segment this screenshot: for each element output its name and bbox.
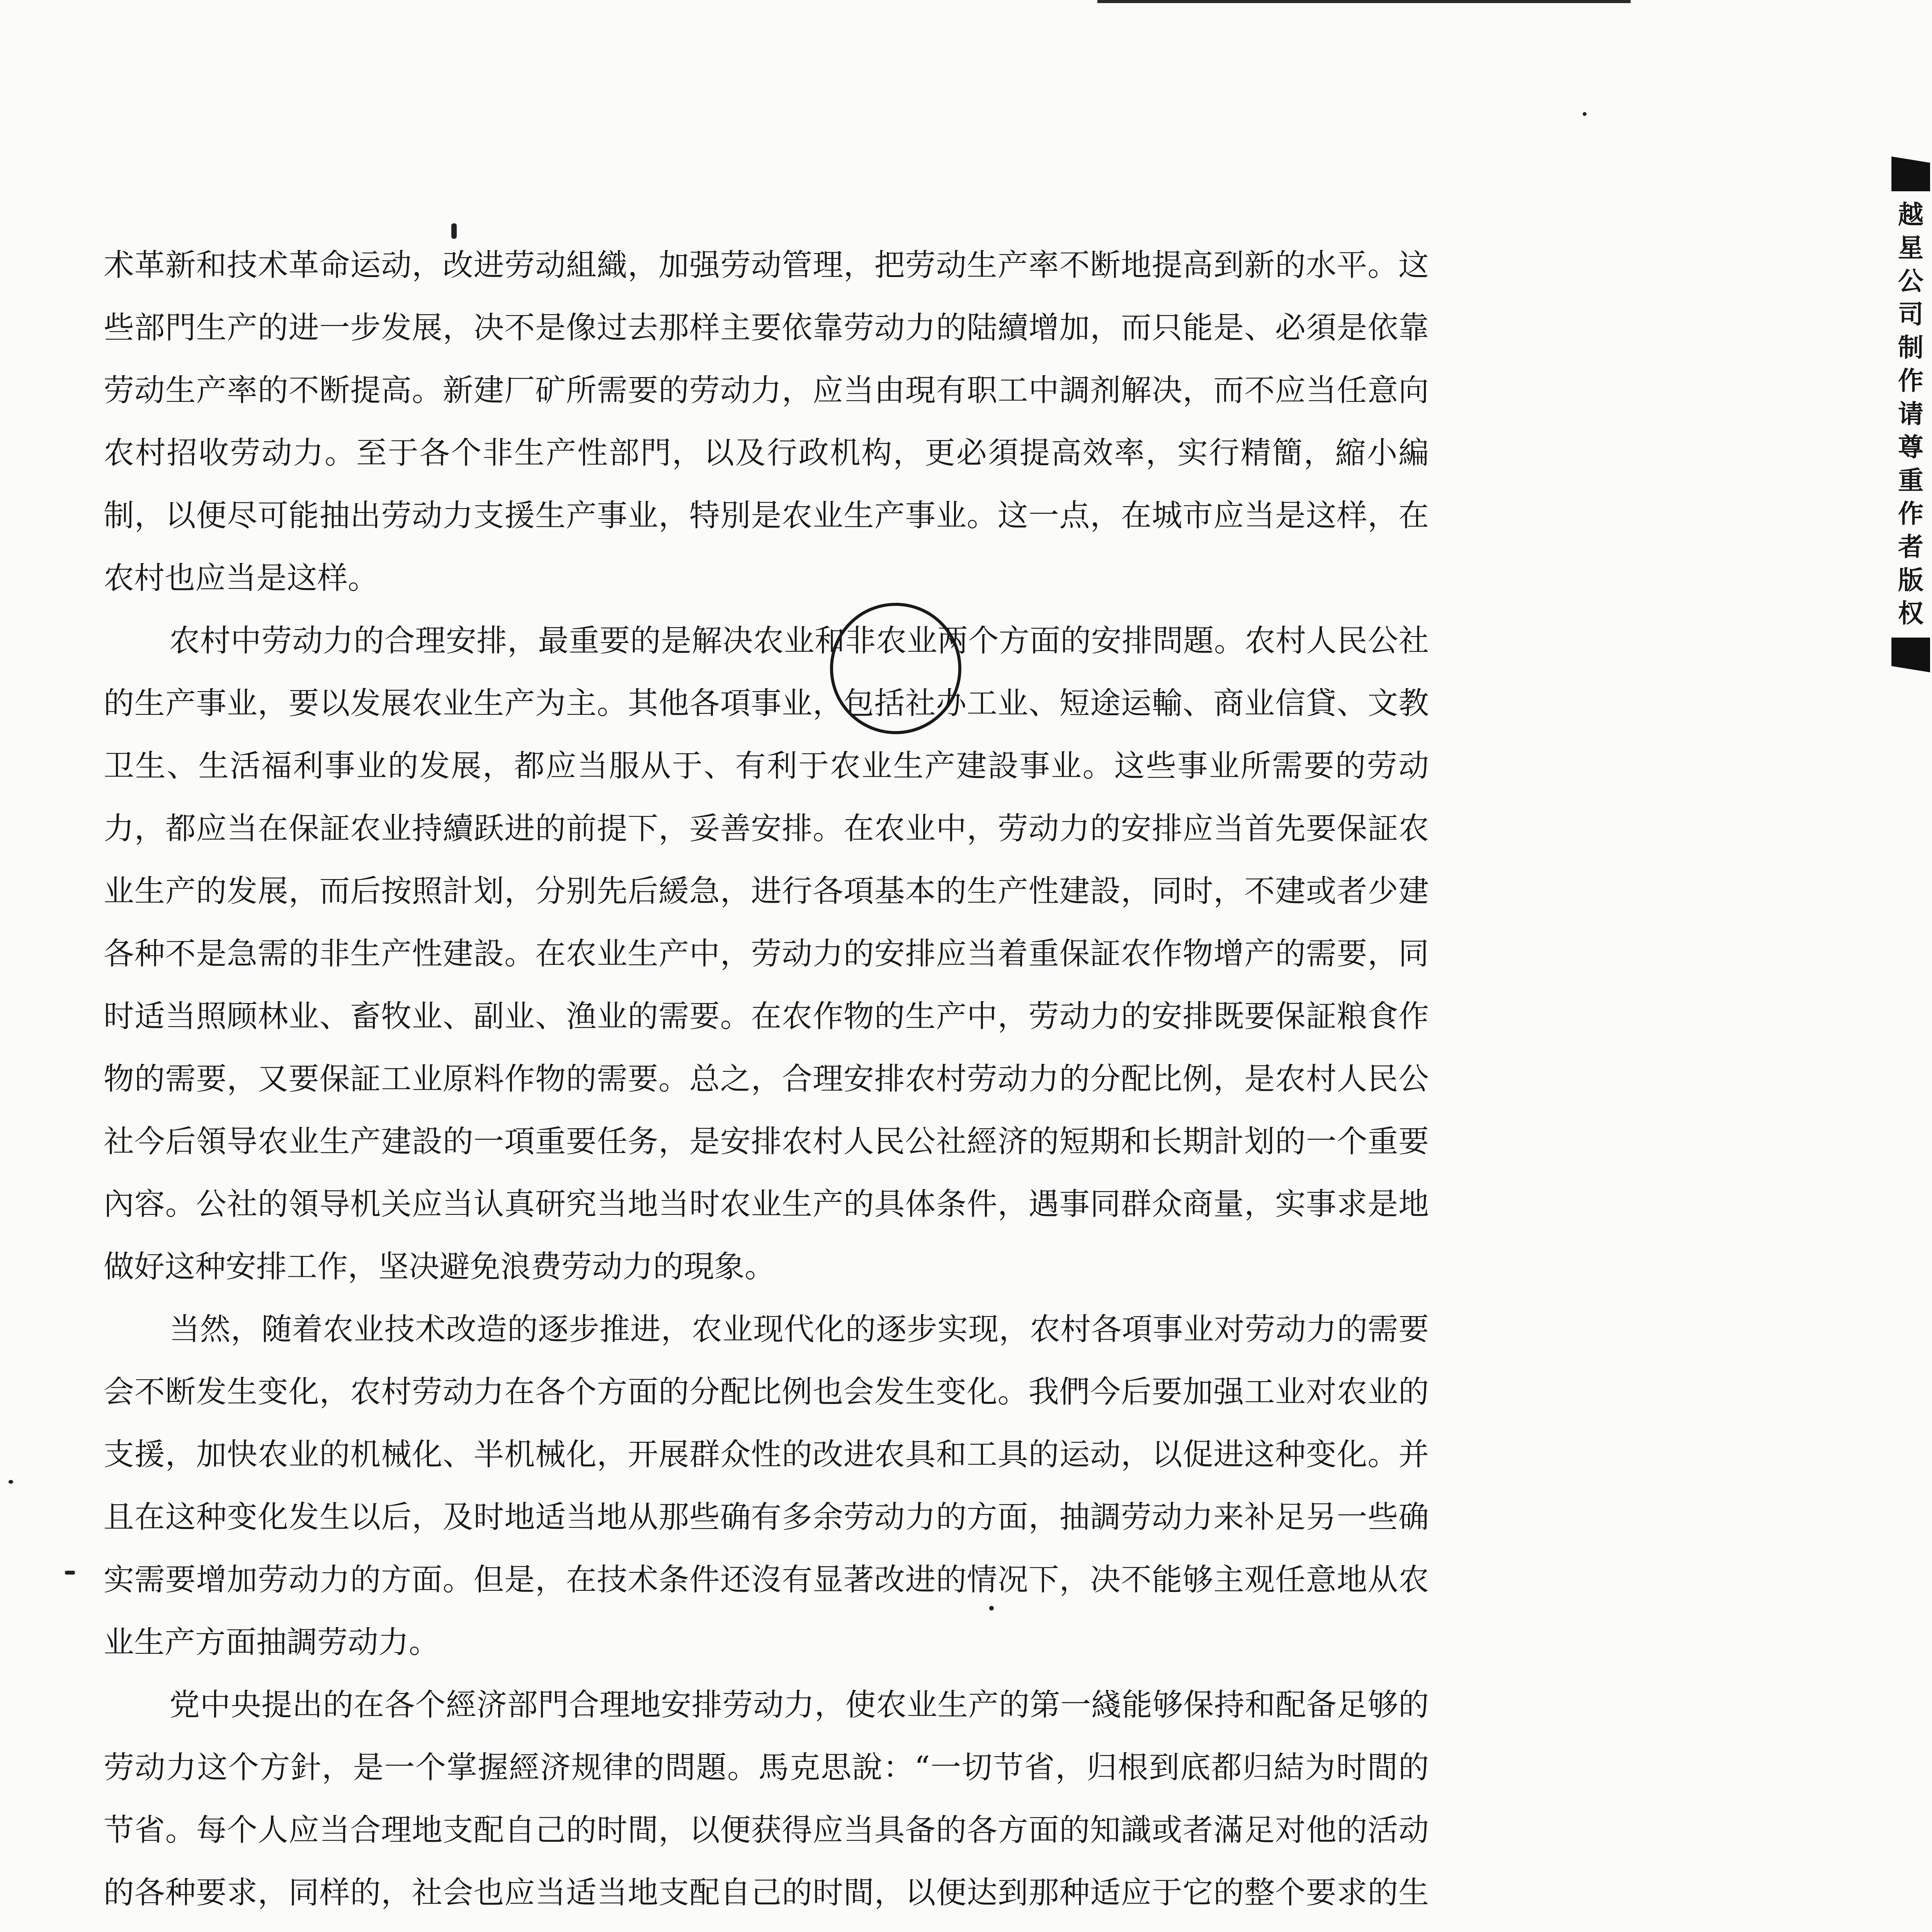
paragraph-2: 农村中劳动力的合理安排，最重要的是解决农业和非农业两个方面的安排問題。农村人民公社的生产事业，要以发展农业生产为主。其他各項事业，包括社办工业、短途运輸、商业信貸、文教卫生、生活福利事业的发展，都应当服从于、有利于农业生产建設事业。这些事业所需要的劳动力，都应当在保証农业持續跃进的前提下，妥善安排。在农业中，劳动力的安排应当首先要保証农业生产的发展，而后按照計划，分别先后緩急，进行各項基本的生产性建設，同时，不建或者少建各种不是急需的非生产性建設。在农业生产中，劳动力的安排应当着重保証农作物增产的需要，同时适当照顾林业、畜牧业、副业、渔业的需要。在农作物的生产中，劳动力的安排既要保証粮食作物的需要，又要保証工业原料作物的需要。总之，合理安排农村劳动力的分配比例，是农村人民公社今后領导农业生产建設的一項重要任务，是安排农村人民公社經济的短期和长期計划的一个重要內容。公社的領导机关应当认真研究当地当时农业生产的具体条件，遇事同群众商量，实事求是地做好这种安排工作，坚决避免浪费劳动力的現象。 xyxy=(104,623,1429,1284)
ink-speck xyxy=(989,1606,994,1611)
hand-drawn-circle-mark xyxy=(830,603,961,734)
ink-speck xyxy=(1583,112,1587,116)
watermark-bar-top xyxy=(1891,156,1930,191)
article-body xyxy=(104,234,1429,1932)
paragraph-3: 当然，随着农业技术改造的逐步推进，农业现代化的逐步实现，农村各項事业对劳动力的需要会不断发生变化，农村劳动力在各个方面的分配比例也会发生变化。我們今后要加强工业对农业的支援，加快农业的机械化、半机械化，开展群众性的改进农具和工具的运动，以促进这种变化。并且在这种变化发生以后，及时地适当地从那些确有多余劳动力的方面，抽調劳动力来补足另一些确实需要增加劳动力的方面。但是，在技术条件还沒有显著改进的情况下，决不能够主观任意地从农业生产方面抽調劳动力。 xyxy=(104,1311,1429,1660)
ink-speck xyxy=(451,223,457,239)
watermark-text: 越星公司制作请尊重作者版权 xyxy=(1898,200,1923,628)
watermark-bar-bottom xyxy=(1891,638,1930,672)
paragraph-4: 党中央提出的在各个經济部門合理地安排劳动力，使农业生产的第一綫能够保持和配备足够的劳动力这个方針，是一个掌握經济规律的問題。馬克思說：“一切节省，归根到底都归結为时間的节省。每个人应当合理地支配自己的时間，以便获得应当具备的各方面的知識或者滿足对他的活动的各种要求，同样的，社会也应当适当地支配自己的时間，以便达到那种适应于它的整个要求的生 xyxy=(104,1687,1429,1910)
top-edge-rule xyxy=(1097,0,1631,3)
paragraph-1: 术革新和技术革命运动，改进劳动組織，加强劳动管理，把劳动生产率不断地提高到新的水平。这些部門生产的进一步发展，决不是像过去那样主要依靠劳动力的陆續增加，而只能是、必須是依靠劳动生产率的不断提高。新建厂矿所需要的劳动力，应当由現有职工中調剂解决，而不应当任意向农村招收劳动力。至于各个非生产性部門，以及行政机构，更必須提高效率，实行精簡，縮小編制，以便尽可能抽出劳动力支援生产事业，特別是农业生产事业。这一点，在城市应当是这样，在农村也应当是这样。 xyxy=(104,247,1429,596)
ink-speck xyxy=(65,1571,75,1575)
side-watermark xyxy=(1888,156,1932,672)
ink-speck xyxy=(9,1480,13,1484)
